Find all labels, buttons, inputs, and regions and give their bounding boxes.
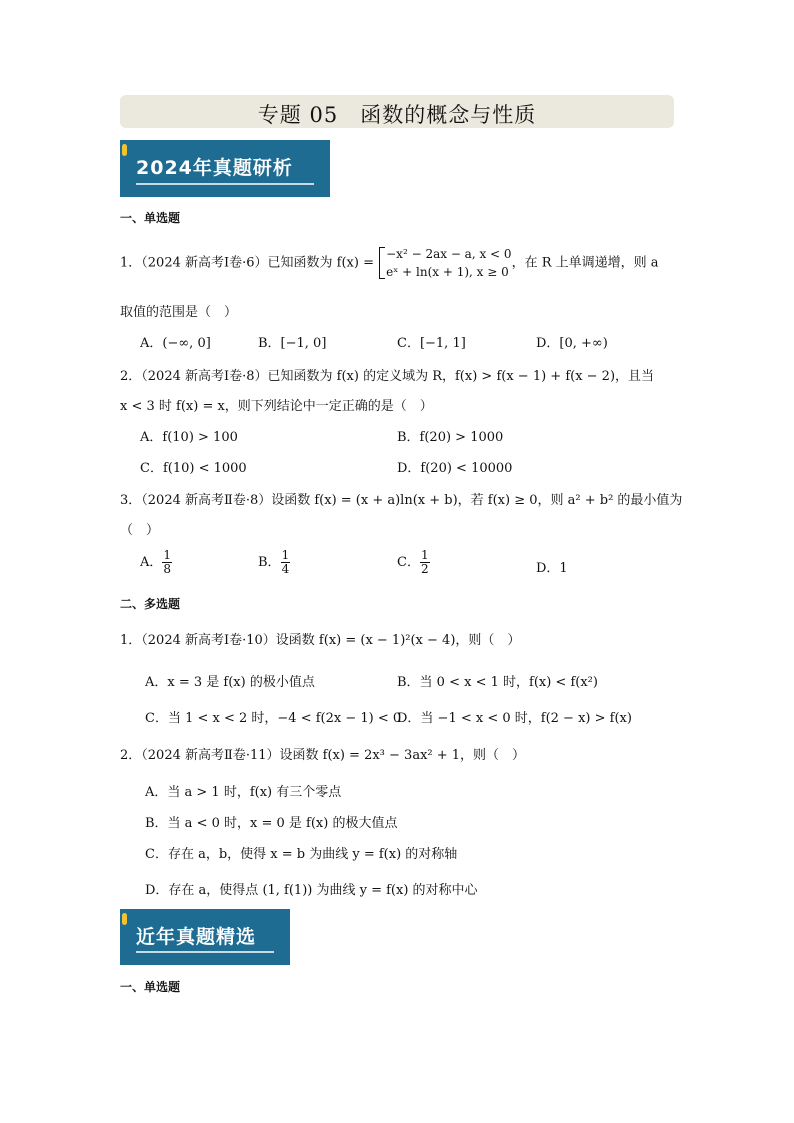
banner-underline [136, 951, 274, 953]
banner-underline [136, 183, 314, 185]
section-single-choice: 一、单选题 [120, 211, 181, 225]
m1-option-a: A．x = 3 是 f(x) 的极小值点 [145, 675, 315, 690]
m1-option-c: C．当 1 < x < 2 时，−4 < f(2x − 1) < 0 [145, 711, 402, 726]
q3-b-denominator: 4 [281, 562, 290, 576]
q1-option-c: C．[−1, 1] [397, 336, 466, 351]
q1-piecewise [378, 245, 511, 281]
m1-option-b: B．当 0 < x < 1 时，f(x) < f(x²) [397, 675, 598, 690]
q2-option-a: A．f(10) > 100 [140, 430, 238, 445]
section-multi-choice: 二、多选题 [120, 597, 181, 611]
q3-option-d: D．1 [536, 561, 568, 576]
q1-option-b: B．[−1, 0] [258, 336, 327, 351]
q2-option-b: B．f(20) > 1000 [397, 430, 504, 445]
section-single-choice-2: 一、单选题 [120, 980, 181, 994]
banner-2024-analysis [120, 140, 330, 197]
m1-option-d: D．当 −1 < x < 0 时，f(2 − x) > f(x) [397, 711, 632, 726]
page-title: 专题 05 函数的概念与性质 [257, 103, 537, 127]
q1-option-a: A．(−∞, 0] [140, 336, 211, 351]
q3-a-denominator: 8 [163, 562, 172, 576]
q3-c-denominator: 2 [420, 562, 429, 576]
q3-line2: （ ） [120, 523, 160, 538]
banner-label: 近年真题精选 [136, 926, 257, 948]
q2-option-c: C．f(10) < 1000 [140, 461, 247, 476]
banner-label: 2024年真题研析 [136, 157, 293, 179]
q3-option-b-label: B． [258, 555, 281, 570]
m2-option-c: C．存在 a，b，使得 x = b 为曲线 y = f(x) 的对称轴 [145, 847, 458, 862]
q1-suffix: ，在 R 上单调递增，则 a [511, 255, 659, 271]
q3-a-numerator: 1 [163, 548, 172, 562]
q1-fx: f(x) = [336, 255, 379, 271]
m2-option-d: D．存在 a，使得点 (1, f(1)) 为曲线 y = f(x) 的对称中心 [145, 883, 478, 898]
q3-option-c [397, 549, 430, 576]
q1-option-d: D．[0, +∞) [536, 336, 608, 351]
banner-tick-icon [122, 913, 127, 925]
q3-option-a [140, 549, 172, 576]
q2-line1: 2．（2024 新高考Ⅰ卷·8）已知函数为 f(x) 的定义域为 R，f(x) > f(x − 1) + f(x − 2)，且当 [120, 369, 655, 384]
q1-continuation: 取值的范围是（ ） [120, 305, 238, 320]
q3-option-a-fraction [162, 549, 172, 576]
page-title-bar [120, 95, 674, 128]
m2-option-b: B．当 a < 0 时，x = 0 是 f(x) 的极大值点 [145, 816, 398, 831]
banner-tick-icon [122, 144, 127, 156]
q2-line2: x < 3 时 f(x) = x，则下列结论中一定正确的是（ ） [120, 399, 433, 414]
q3-option-a-label: A． [140, 555, 163, 570]
m2-line1: 2．（2024 新高考Ⅱ卷·11）设函数 f(x) = 2x³ − 3ax² + 1，则（ ） [120, 748, 526, 763]
q1-stem [120, 245, 659, 281]
q3-option-b-fraction [281, 549, 291, 576]
q1-piece2: eˣ + ln(x + 1), x ≥ 0 [386, 265, 509, 279]
banner-recent-selection [120, 909, 290, 965]
q2-option-d: D．f(20) < 10000 [397, 461, 513, 476]
q3-c-numerator: 1 [420, 548, 429, 562]
q1-piece1: −x² − 2ax − a, x < 0 [386, 247, 512, 261]
q3-b-numerator: 1 [281, 548, 290, 562]
q3-option-c-fraction [420, 549, 430, 576]
q3-option-b [258, 549, 290, 576]
q3-line1: 3．（2024 新高考Ⅱ卷·8）设函数 f(x) = (x + a)ln(x + b)，若 f(x) ≥ 0，则 a² + b² 的最小值为 [120, 493, 683, 508]
m2-option-a: A．当 a > 1 时，f(x) 有三个零点 [145, 785, 342, 800]
m1-line1: 1．（2024 新高考Ⅰ卷·10）设函数 f(x) = (x − 1)²(x − 4)，则（ ） [120, 633, 521, 648]
q1-prefix: 1．（2024 新高考Ⅰ卷·6）已知函数为 [120, 255, 337, 271]
q3-option-c-label: C． [397, 555, 420, 570]
